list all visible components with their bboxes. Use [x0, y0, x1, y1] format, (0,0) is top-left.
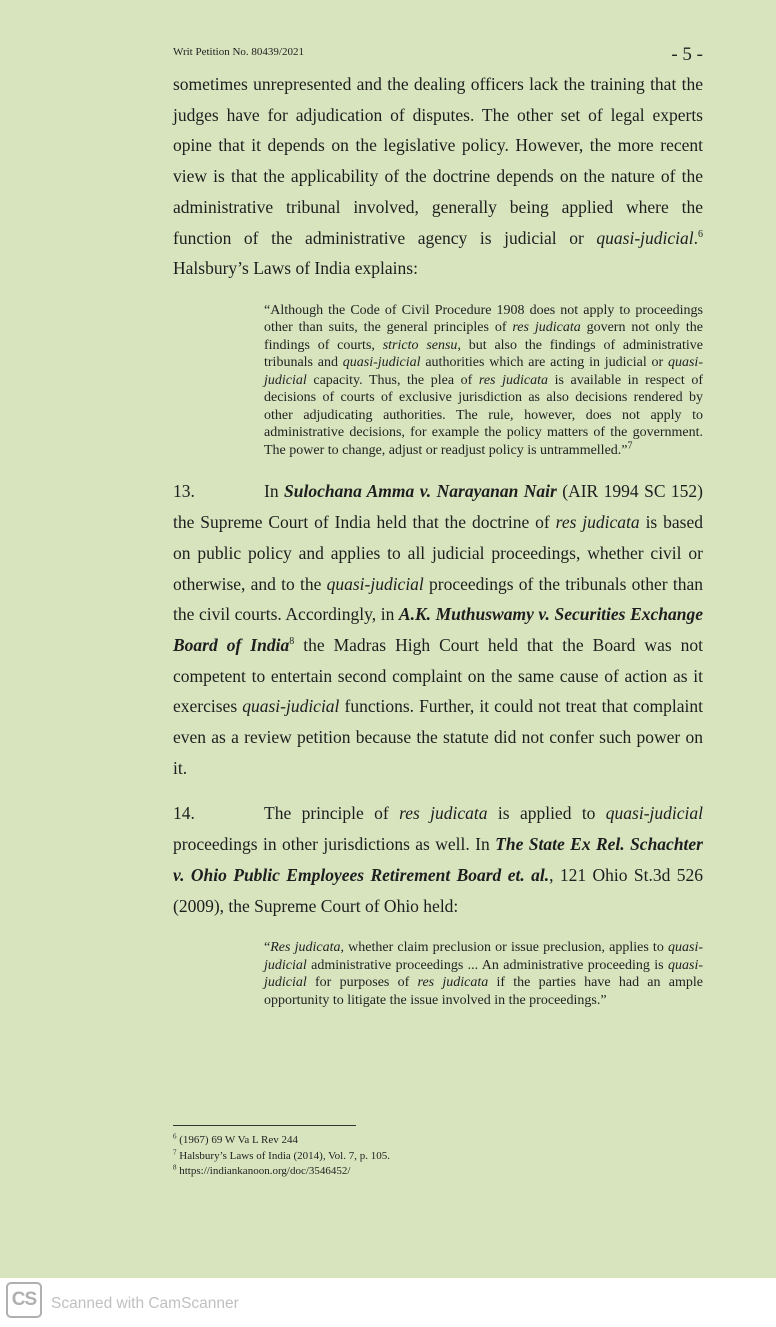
paragraph-continued: sometimes unrepresented and the dealing officers lack the training that the judges have for adjudication of disputes. The other set of legal experts opine that it depends on the legislative policy. However, the more recent view is that the applicability of the doctrine depends on the nature of the administrative tribunal involved, generally being applied where the function of the administrative agency is judicial or quasi-judicial.$^6$ Halsbury’s Laws of India explains:	[173, 74, 703, 279]
footnote-ref: 6	[698, 228, 703, 240]
scanner-watermark-bar	[0, 1278, 776, 1327]
footnote-divider	[173, 1125, 356, 1126]
footnote: $^6$ (1967) 69 W Va L Rev 244	[173, 1132, 298, 1146]
page-header	[173, 44, 703, 68]
scanner-watermark-text: Scanned with CamScanner	[51, 1295, 239, 1312]
paragraph-number: 14.	[173, 803, 195, 824]
footnote: $^8$ https://indiankanoon.org/doc/3546452/	[173, 1163, 351, 1177]
document-body	[173, 69, 703, 1009]
case-citation: Sulochana Amma v. Narayanan Nair	[284, 481, 557, 502]
case-citation: The State Ex Rel. Schachter v. Ohio Public Employees Retirement Board et. al.	[173, 834, 703, 885]
paragraph-13: 13. In Sulochana Amma v. Narayanan Nair (AIR 1994 SC 152) the Supreme Court of India held that the doctrine of res judicata is based on public policy and applies to all judicial proceedings, whether civil or otherwise, and to the quasi-judicial proceedings of the tribunals other than the civil courts. Accordingly, in A.K. Muthuswamy v. Securities Exchange Board of India$^8$ the Madras High Court held that the Board was not competent to entertain second complaint on the same cause of action as it exercises quasi-judicial functions. Further, it could not treat that complaint even as a review petition because the statute did not confer such power on it.	[173, 476, 703, 783]
footnotes	[173, 1133, 703, 1180]
case-citation: A.K. Muthuswamy v. Securities Exchange Board of India	[173, 604, 703, 655]
block-quote-halsbury: “Although the Code of Civil Procedure 1908 does not apply to proceedings other than suits, the general principles of res judicata govern not only the findings of courts, stricto sensu, but also the findings of administrative tribunals and quasi-judicial authorities which are acting in judicial or quasi-judicial capacity. Thus, the plea of res judicata is available in respect of decisions of courts of exclusive jurisdiction as also decisions rendered by other adjudicating authorities. The rule, however, does not apply to administrative decisions, for example the policy matters of the government. The power to change, adjust or readjust policy is untrammelled.”$^7$	[264, 302, 704, 458]
footnote-ref: 7	[627, 440, 633, 452]
page-number: - 5 -	[671, 44, 703, 65]
camscanner-logo-icon: CS	[6, 1282, 42, 1318]
footnote-ref: 8	[289, 636, 295, 648]
paragraph-number: 13.	[173, 481, 195, 502]
footnote: $^7$ Halsbury’s Laws of India (2014), Vol. 7, p. 105.	[173, 1147, 390, 1162]
paragraph-14: 14. The principle of res judicata is applied to quasi-judicial proceedings in other jurisdictions as well. In The State Ex Rel. Schachter v. Ohio Public Employees Retirement Board et. al., 121 Ohio St.3d 526 (2009), the Supreme Court of Ohio held:	[173, 798, 703, 921]
case-number: Writ Petition No. 80439/2021	[173, 46, 304, 58]
block-quote-ohio: “Res judicata, whether claim preclusion or issue preclusion, applies to quasi-judicial administrative proceedings ... An administrative proceeding is quasi-judicial for purposes of res judicata if the parties have had an ample opportunity to litigate the issue involved in the proceedings.”	[264, 940, 703, 1008]
